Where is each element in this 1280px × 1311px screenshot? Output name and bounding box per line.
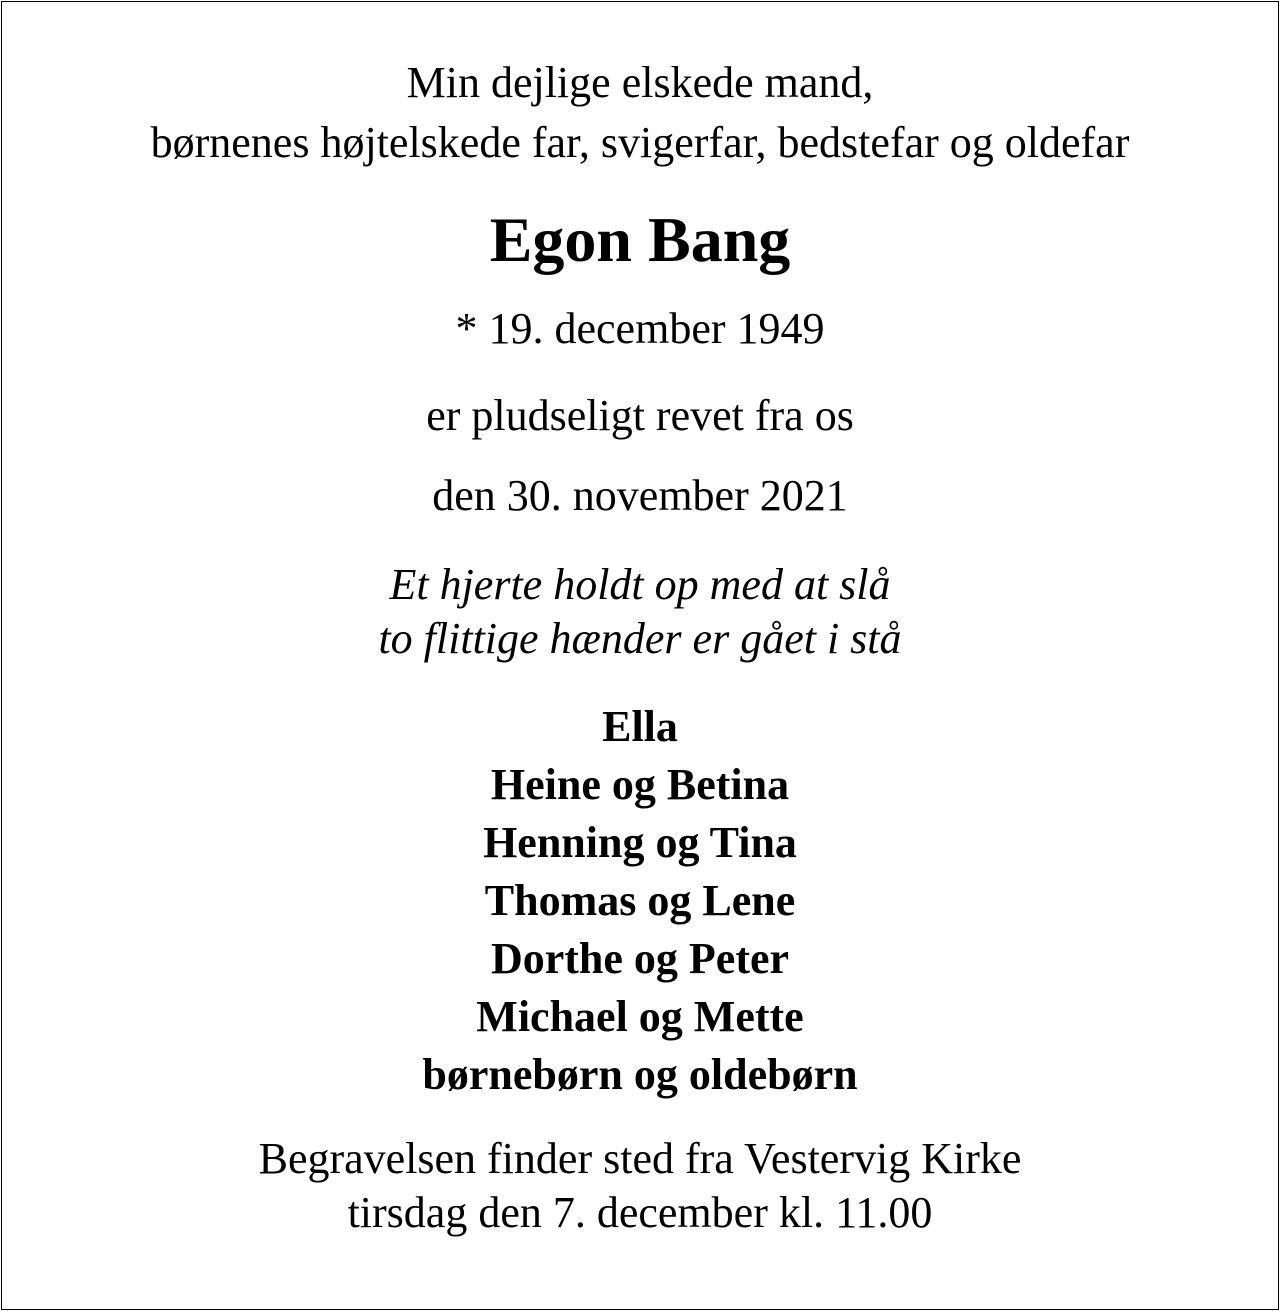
family-member: Ella	[602, 702, 678, 751]
family-member: børnebørn og oldebørn	[422, 1050, 858, 1099]
family-member: Thomas og Lene	[484, 876, 796, 925]
family-member: Michael og Mette	[476, 992, 804, 1041]
death-date: den 30. november 2021	[432, 471, 848, 520]
family-member: Henning og Tina	[483, 818, 797, 867]
birth-date: * 19. december 1949	[455, 304, 825, 353]
intro-line-1: Min dejlige elskede mand,	[406, 58, 874, 107]
deceased-name: Egon Bang	[489, 204, 791, 275]
funeral-line-2: tirsdag den 7. december kl. 11.00	[347, 1188, 933, 1237]
family-member: Heine og Betina	[490, 760, 790, 809]
verse-line-2: to flittige hænder er gået i stå	[378, 614, 902, 663]
passed-text: er pludseligt revet fra os	[426, 391, 854, 440]
intro-line-2: børnenes højtelskede far, svigerfar, bedstefar og oldefar	[150, 118, 1130, 167]
funeral-line-1: Begravelsen finder sted fra Vestervig Kirke	[258, 1134, 1022, 1183]
family-member: Dorthe og Peter	[490, 934, 790, 983]
verse-line-1: Et hjerte holdt op med at slå	[389, 560, 891, 609]
